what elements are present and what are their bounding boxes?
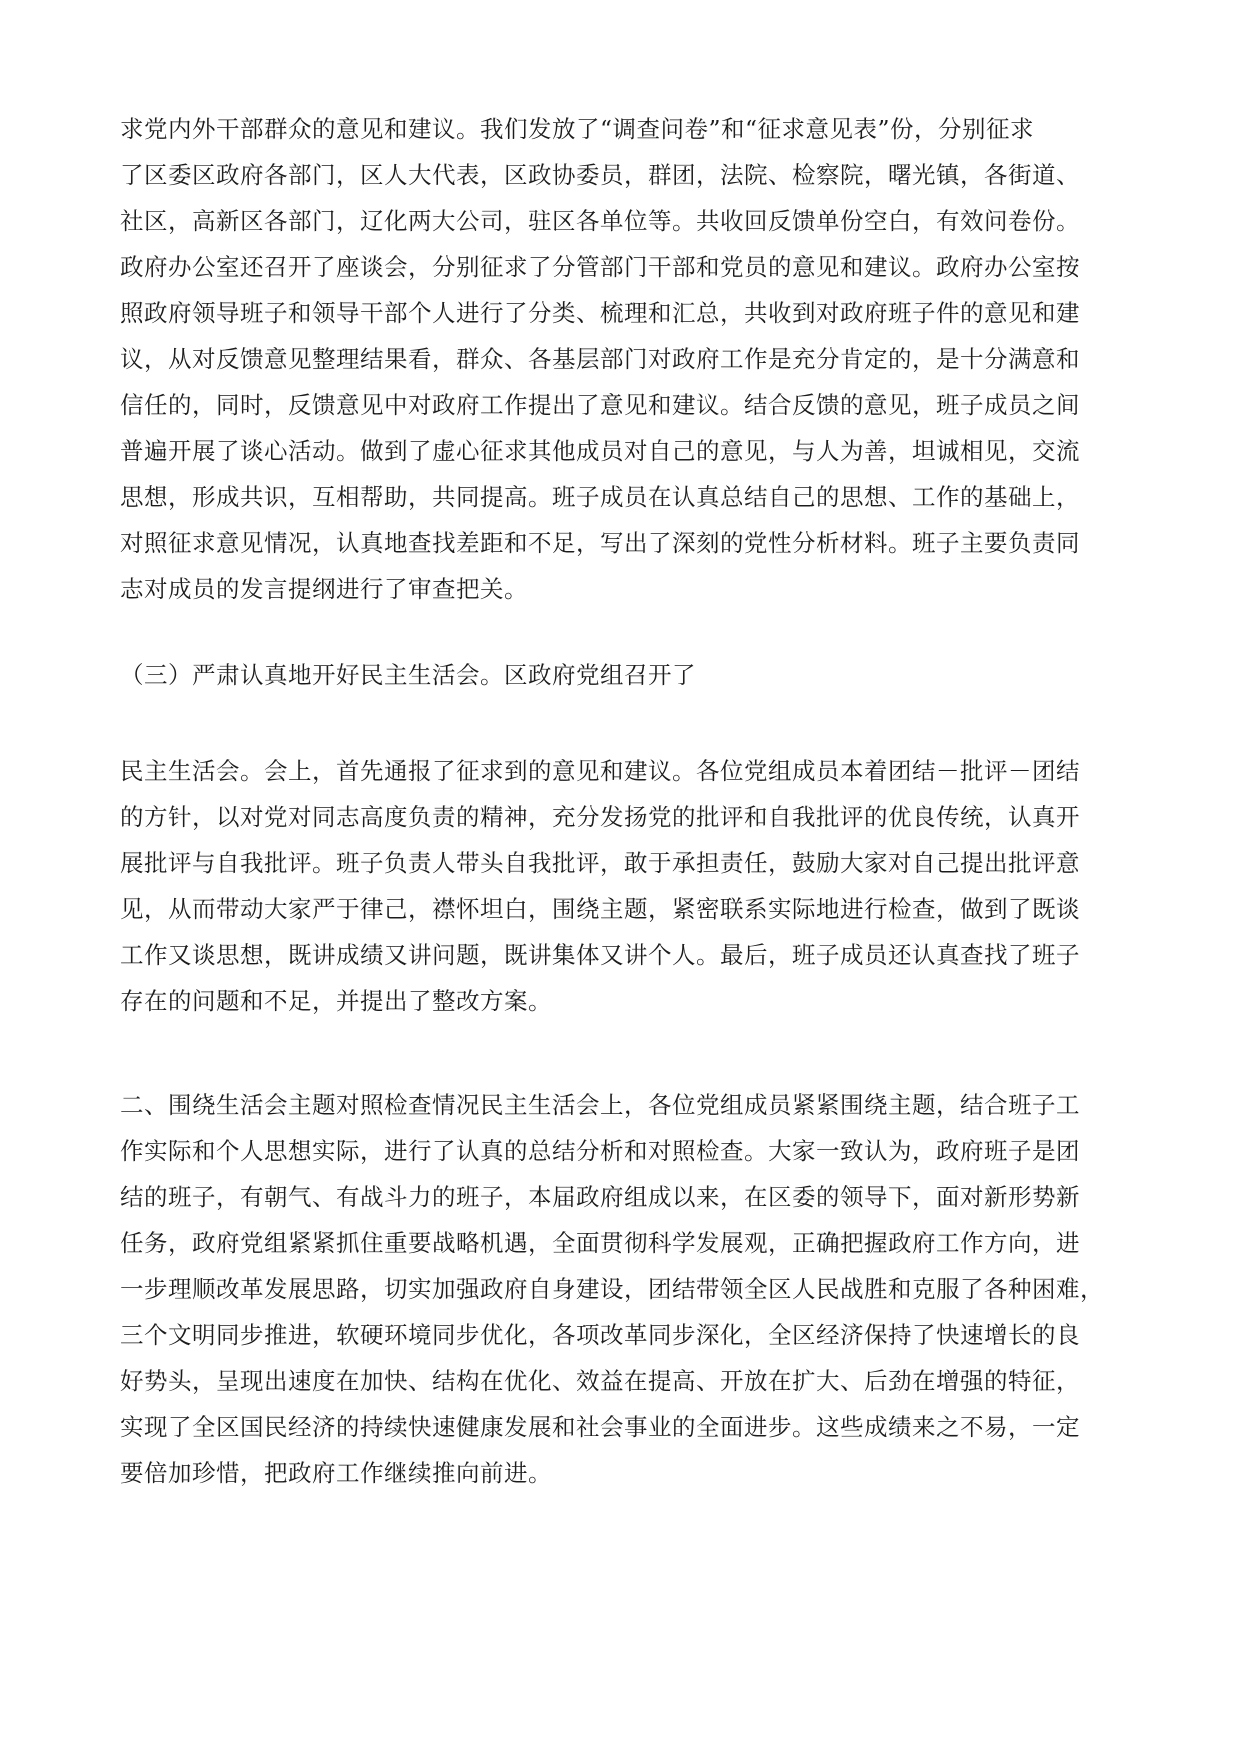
- text-line: 思想，形成共识，互相帮助，共同提高。班子成员在认真总结自己的思想、工作的基础上，: [120, 483, 1080, 511]
- text-line: 存在的问题和不足，并提出了整改方案。: [120, 987, 552, 1015]
- text-line: 见，从而带动大家严于律己，襟怀坦白，围绕主题，紧密联系实际地进行检查，做到了既谈: [120, 895, 1080, 923]
- text-line: 结的班子，有朝气、有战斗力的班子，本届政府组成以来，在区委的领导下，面对新形势新: [120, 1183, 1080, 1211]
- text-line: 普遍开展了谈心活动。做到了虚心征求其他成员对自己的意见，与人为善，坦诚相见，交流: [120, 437, 1080, 465]
- text-line: 对照征求意见情况，认真地查找差距和不足，写出了深刻的党性分析材料。班子主要负责同: [120, 529, 1080, 557]
- text-line: 工作又谈思想，既讲成绩又讲问题，既讲集体又讲个人。最后，班子成员还认真查找了班子: [120, 941, 1080, 969]
- text-line: 任务，政府党组紧紧抓住重要战略机遇，全面贯彻科学发展观，正确把握政府工作方向，进: [120, 1229, 1080, 1257]
- text-line: 社区，高新区各部门，辽化两大公司，驻区各单位等。共收回反馈单份空白，有效问卷份。: [120, 207, 1080, 235]
- text-line: 了区委区政府各部门，区人大代表，区政协委员，群团，法院、检察院，曙光镇，各街道、: [120, 161, 1080, 189]
- text-line: 信任的，同时，反馈意见中对政府工作提出了意见和建议。结合反馈的意见，班子成员之间: [120, 391, 1080, 419]
- text-line: 三个文明同步推进，软硬环境同步优化，各项改革同步深化，全区经济保持了快速增长的良: [120, 1321, 1080, 1349]
- text-line: 一步理顺改革发展思路，切实加强政府自身建设，团结带领全区人民战胜和克服了各种困难，: [120, 1275, 1104, 1303]
- text-line: 二、围绕生活会主题对照检查情况民主生活会上，各位党组成员紧紧围绕主题，结合班子工: [120, 1091, 1080, 1119]
- text-line: 志对成员的发言提纲进行了审查把关。: [120, 575, 528, 603]
- text-line: 政府办公室还召开了座谈会，分别征求了分管部门干部和党员的意见和建议。政府办公室按: [120, 253, 1080, 281]
- text-line: 求党内外干部群众的意见和建议。我们发放了“调查问卷”和“征求意见表”份，分别征求: [120, 115, 1035, 143]
- text-line: 要倍加珍惜，把政府工作继续推向前进。: [120, 1459, 552, 1487]
- text-line: 民主生活会。会上，首先通报了征求到的意见和建议。各位党组成员本着团结－批评－团结: [120, 757, 1080, 785]
- text-line: 实现了全区国民经济的持续快速健康发展和社会事业的全面进步。这些成绩来之不易，一定: [120, 1413, 1080, 1441]
- text-line: 展批评与自我批评。班子负责人带头自我批评，敢于承担责任，鼓励大家对自己提出批评意: [120, 849, 1080, 877]
- text-line: （三）严肃认真地开好民主生活会。区政府党组召开了: [120, 661, 696, 689]
- text-line: 作实际和个人思想实际，进行了认真的总结分析和对照检查。大家一致认为，政府班子是团: [120, 1137, 1080, 1165]
- text-line: 的方针，以对党对同志高度负责的精神，充分发扬党的批评和自我批评的优良传统，认真开: [120, 803, 1080, 831]
- text-line: 好势头，呈现出速度在加快、结构在优化、效益在提高、开放在扩大、后劲在增强的特征，: [120, 1367, 1080, 1395]
- text-line: 照政府领导班子和领导干部个人进行了分类、梳理和汇总，共收到对政府班子件的意见和建: [120, 299, 1080, 327]
- text-line: 议，从对反馈意见整理结果看，群众、各基层部门对政府工作是充分肯定的，是十分满意和: [120, 345, 1080, 373]
